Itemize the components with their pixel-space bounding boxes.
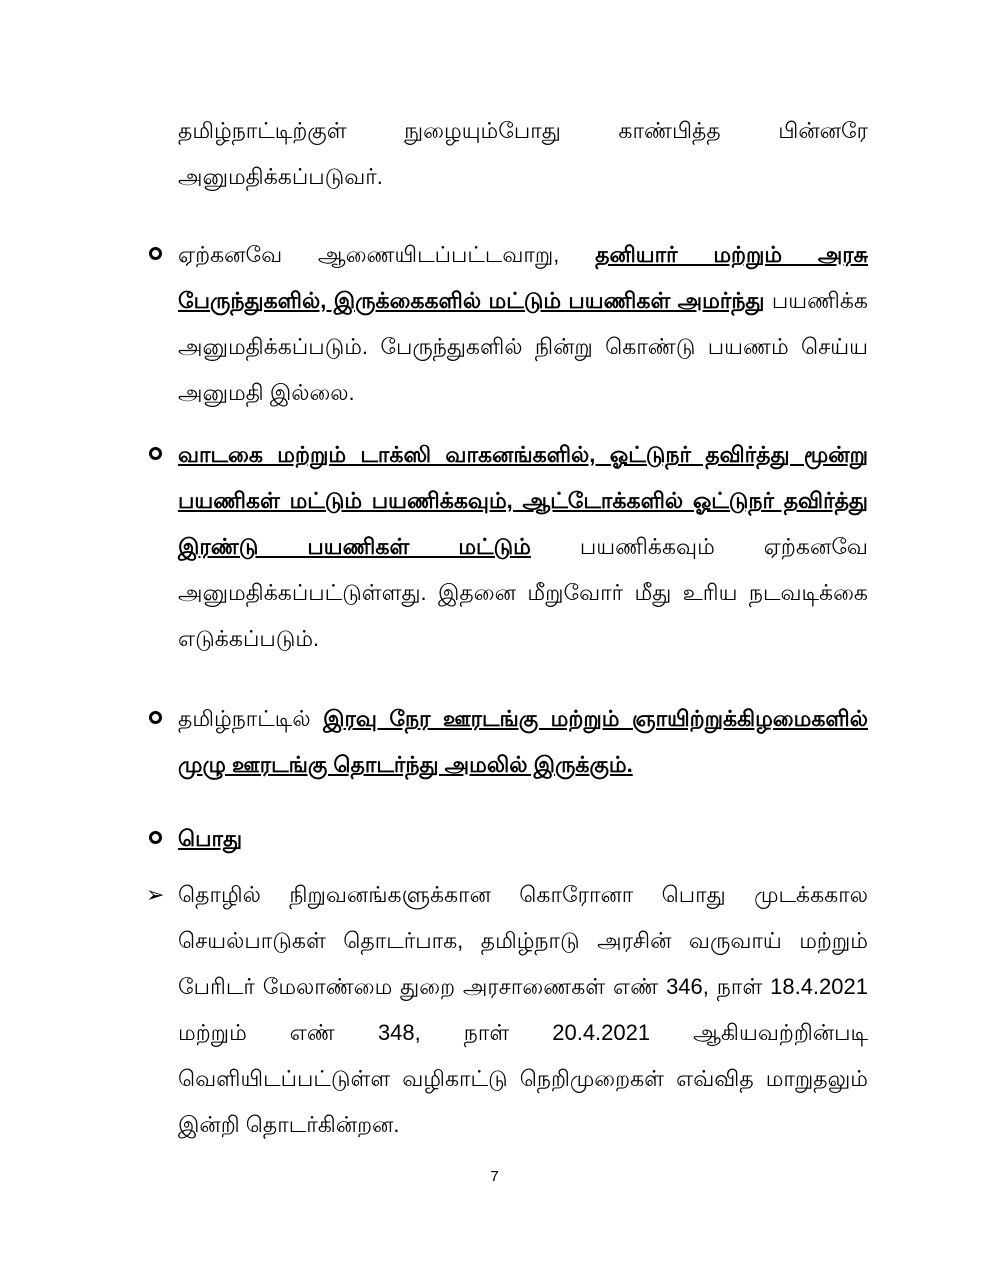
bullet-paragraph-taxi bbox=[178, 432, 868, 662]
circle-bullet-icon bbox=[149, 711, 162, 724]
bullet-1-plain-1: ஏற்கனவே ஆணையிடப்பட்டவாறு, bbox=[178, 242, 596, 267]
arrow-bullet-icon: ➢ bbox=[146, 882, 165, 907]
bullet-3-bold: இரவு நேர ஊரடங்கு மற்றும் ஞாயிற்றுக்கிழமைகளில் முழு ஊரடங்கு தொடர்ந்து அமலில் இருக்கும். bbox=[178, 706, 868, 777]
circle-bullet-icon bbox=[149, 247, 162, 260]
section-heading bbox=[178, 816, 242, 862]
arrow-part-1: தொழில் நிறுவனங்களுக்கான கொரோனா பொது முடக்ககால செயல்பாடுகள் தொடர்பாக, தமிழ்நாடு அரசின் வருவாய் மற்றும் பேரிடர் மேலாண்மை துறை அரசாணைகள் எண் bbox=[178, 882, 868, 999]
order-number-1: 346 bbox=[666, 974, 703, 999]
arrow-part-2: , நாள் bbox=[702, 974, 771, 999]
bullet-1-plain-2: பயணிக்க அனுமதிக்கப்படும். பேருந்துகளில் நின்று கொண்டு பயணம் செய்ய அனுமதி இல்லை. bbox=[178, 288, 868, 405]
bullet-1-bold: தனியார் மற்றும் அரசு பேருந்துகளில், இருக்கைகளில் மட்டும் பயணிகள் அமர்ந்து bbox=[178, 242, 868, 313]
bullet-paragraph-curfew bbox=[178, 696, 868, 788]
arrow-paragraph bbox=[178, 872, 868, 1148]
order-date-1: 18.4.2021 bbox=[770, 974, 868, 999]
order-number-2: 348 bbox=[377, 1020, 415, 1045]
arrow-part-5: ஆகியவற்றின்படி வெளியிடப்பட்டுள்ள வழிகாட்டு நெறிமுறைகள் எவ்வித மாறுதலும் இன்றி தொடர்கின்றன. bbox=[178, 1020, 868, 1137]
bullet-paragraph-bus bbox=[178, 232, 868, 416]
order-date-2: 20.4.2021 bbox=[552, 1020, 651, 1045]
arrow-part-3: மற்றும் எண் bbox=[178, 1020, 378, 1045]
continuation-paragraph bbox=[178, 108, 868, 200]
page-number: 7 bbox=[490, 1168, 499, 1185]
continuation-text: தமிழ்நாட்டிற்குள் நுழையும்போது காண்பித்த பின்னரே அனுமதிக்கப்படுவர். bbox=[178, 118, 868, 189]
circle-bullet-icon bbox=[149, 831, 162, 844]
circle-bullet-icon bbox=[149, 447, 162, 460]
section-heading-text: பொது bbox=[178, 826, 243, 851]
bullet-3-plain-1: தமிழ்நாட்டில் bbox=[178, 706, 324, 731]
bullet-2-plain-1: பயணிக்கவும் ஏற்கனவே அனுமதிக்கப்பட்டுள்ளது. இதனை மீறுவோர் மீது உரிய நடவடிக்கை எடுக்கப்படும். bbox=[178, 534, 868, 651]
bullet-2-bold: வாடகை மற்றும் டாக்ஸி வாகனங்களில், ஓட்டுநர் தவிர்த்து மூன்று பயணிகள் மட்டும் பயணிக்கவும், ஆட்டோக்களில் ஓட்டுநர் தவிர்த்து இரண்டு பயணிகள் மட்டும் bbox=[178, 442, 868, 559]
arrow-part-4: , நாள் bbox=[414, 1020, 553, 1045]
